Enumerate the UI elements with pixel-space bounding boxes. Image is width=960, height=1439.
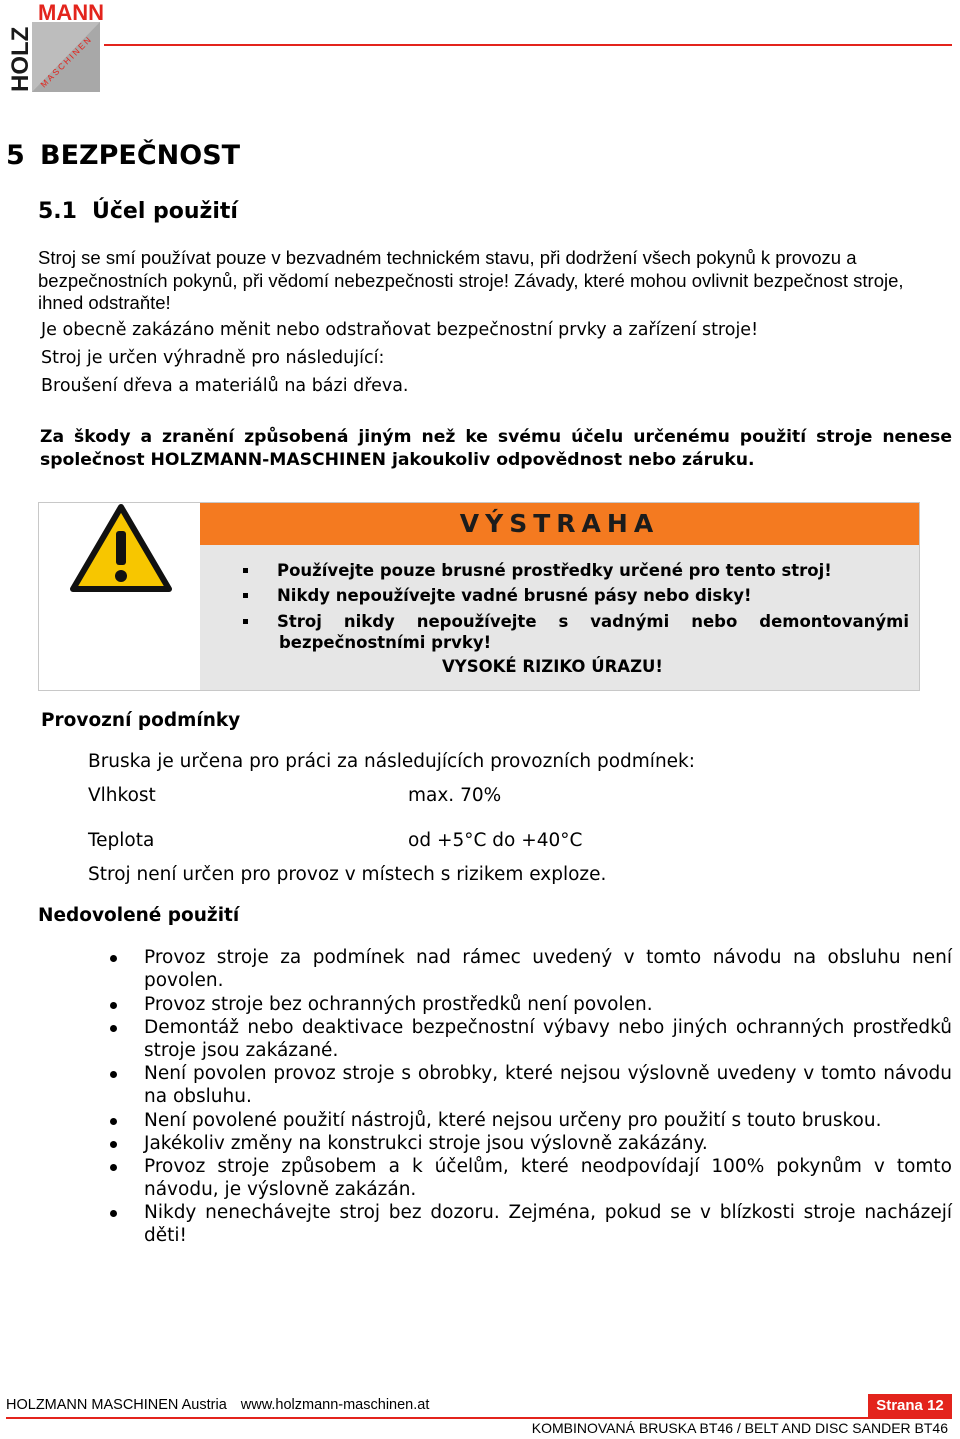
svg-text:MANN: MANN (38, 0, 104, 25)
intended-line: Stroj je určen výhradně pro následující: (41, 348, 385, 368)
disclaimer: Za škody a zranění způsobená jiným než ke svému účelu určenému použití stroje nenese společnost HOLZMANN-MASCHINEN jakoukoliv odpovědnost nebo záruku. (40, 427, 952, 470)
bullet-icon (110, 1025, 117, 1032)
subsection-heading (38, 199, 238, 224)
square-bullet-icon (243, 593, 248, 598)
warning-icon-cell (39, 503, 200, 690)
humidity-label: Vlhkost (88, 785, 156, 806)
prohibited-line: Je obecně zakázáno měnit nebo odstraňovat bezpečnostní prvky a zařízení stroje! (41, 320, 759, 340)
bullet-icon (110, 1210, 117, 1217)
svg-text:MASCHINEN: MASCHINEN (38, 33, 95, 90)
section-title: BEZPEČNOST (40, 140, 241, 171)
subsection-title: Účel použití (92, 199, 238, 224)
warning-header (200, 503, 919, 545)
svg-text:HOLZ: HOLZ (7, 26, 34, 92)
warning-triangle-icon (69, 503, 173, 595)
bullet-icon (110, 1118, 117, 1125)
misuse-heading: Nedovolené použití (38, 905, 240, 926)
warning-risk: VYSOKÉ RIZIKO ÚRAZU! (442, 657, 663, 676)
bullet-icon (110, 1141, 117, 1148)
bullet-icon (110, 955, 117, 962)
operating-heading: Provozní podmínky (41, 710, 241, 731)
subsection-number: 5.1 (38, 199, 77, 224)
website-link[interactable]: www.holzmann-maschinen.at (240, 1397, 430, 1413)
footer-company (6, 1397, 429, 1413)
square-bullet-icon (243, 619, 248, 624)
warning-box (38, 502, 920, 691)
bullet-icon (110, 1164, 117, 1171)
bullet-icon (110, 1071, 117, 1078)
page-number-badge: Strana 12 (868, 1394, 952, 1418)
section-number: 5 (6, 140, 25, 171)
bullet-icon (110, 1002, 117, 1009)
use-line: Broušení dřeva a materiálů na bázi dřeva. (41, 376, 409, 396)
holzmann-logo (4, 0, 104, 94)
temperature-label: Teplota (88, 830, 155, 851)
square-bullet-icon (243, 568, 248, 573)
intro-paragraph: Stroj se smí používat pouze v bezvadném technickém stavu, při dodržení všech pokynů k provozu a bezpečnostních pokynů, při vědomí nebezpečnosti stroje! Závady, které mohou ovlivnit bezpečnost stroje, ihned odstraňte! (38, 247, 904, 313)
temperature-value: od +5°C do +40°C (408, 830, 583, 851)
warning-item-continuation: bezpečnostními prvky! (279, 633, 492, 652)
warning-body: Používejte pouze brusné prostředky určené pro tento stroj! Nikdy nepoužívejte vadné brusné pásy nebo disky! Stroj nikdy nepoužívejte s vadnými nebo demontovanými bezpečnostními prvky! VYSOKÉ RIZIKO ÚRAZU! (200, 545, 919, 690)
footer-model: KOMBINOVANÁ BRUSKA BT46 / BELT AND DISC SANDER BT46 (531, 1420, 948, 1436)
company-name: HOLZMANN MASCHINEN Austria (6, 1397, 227, 1413)
warning-title: VÝSTRAHA (459, 509, 660, 538)
humidity-value: max. 70% (408, 785, 502, 806)
footer-rule (6, 1417, 952, 1419)
header-rule (104, 44, 952, 46)
operating-intro: Bruska je určena pro práci za následujících provozních podmínek: (88, 751, 695, 772)
explosion-note: Stroj není určen pro provoz v místech s rizikem exploze. (88, 864, 607, 885)
section-heading (6, 140, 240, 171)
